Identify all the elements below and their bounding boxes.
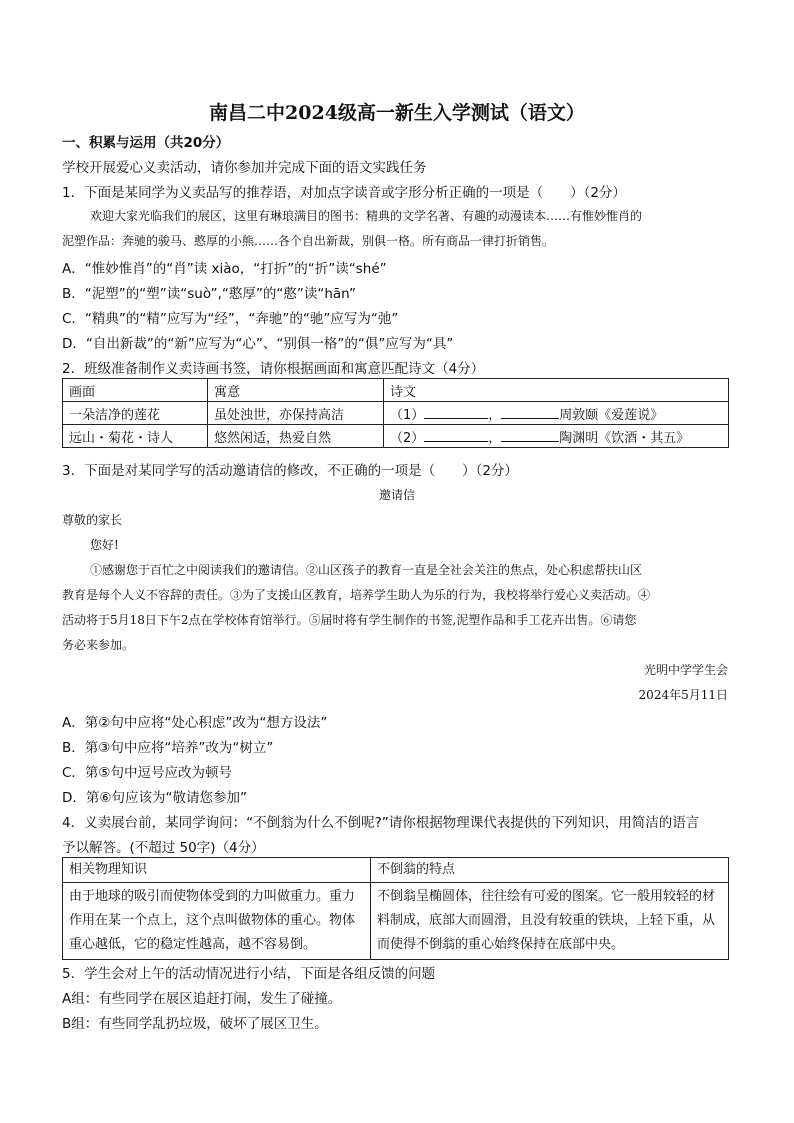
q1-option-c: C．“精典”的“精”应写为“经”，“奔驰”的“驰”应写为“弛” bbox=[62, 311, 399, 327]
q2-stem: 2．班级准备制作义卖诗画书签，请你根据画面和寓意匹配诗文（4分） bbox=[62, 361, 485, 377]
blank-number: （2） bbox=[390, 430, 425, 446]
q5-group-a: A组：有些同学在展区追赶打闹，发生了碰撞。 bbox=[62, 991, 342, 1007]
q5-group-b: B组：有些同学乱扔垃圾，破坏了展区卫生。 bbox=[62, 1016, 328, 1032]
q3-option-b: B．第③句中应将“培养”改为“树立” bbox=[62, 740, 274, 756]
letter-body-line: 教育是每个人义不容辞的责任。③为了支援山区教育，培养学生助人为乐的行为，我校将举行爱心义卖活动。④ bbox=[62, 588, 651, 602]
table-header-row bbox=[63, 379, 729, 402]
table-row bbox=[63, 402, 729, 425]
table-row bbox=[63, 883, 729, 960]
physics-knowledge-cell: 由于地球的吸引而使物体受到的力叫做重力。重力作用在某一个点上，这个点叫做物体的重心。物体重心越低，它的稳定性越高，越不容易倒。 bbox=[63, 883, 371, 960]
letter-greeting: 您好! bbox=[90, 538, 119, 552]
q3-stem: 3．下面是对某同学写的活动邀请信的修改，不正确的一项是（ ）（2分） bbox=[62, 463, 518, 479]
answer-blank[interactable] bbox=[424, 406, 488, 419]
q4-stem: 4．义卖展台前，某同学询问：“不倒翁为什么不倒呢?”请你根据物理课代表提供的下列知识，用简洁的语言 bbox=[62, 815, 700, 831]
poem-source: 周敦颐《爱莲说》 bbox=[559, 407, 664, 423]
q4-stem: 予以解答。(不超过 50字)（4分） bbox=[62, 840, 265, 856]
q1-passage-line: 泥塑作品：奔驰的骏马、憨厚的小熊……各个自出新裁，别俱一格。所有商品一律打折销售。 bbox=[62, 234, 555, 248]
table-header-row bbox=[63, 858, 729, 883]
q1-option-b: B．“泥塑”的“塑”读“suò”,“憨厚”的“憨”读“hān” bbox=[62, 286, 356, 302]
blank-number: （1） bbox=[390, 407, 425, 423]
q1-passage-line: 欢迎大家光临我们的展区，这里有琳琅满目的图书：精典的文学名著、有趣的动漫读本……有惟妙惟肖的 bbox=[90, 209, 643, 223]
scene-cell: 一朵洁净的莲花 bbox=[63, 402, 208, 425]
q1-option-a: A．“惟妙惟肖”的“肖”读 xiào，“打折”的“折”读“shé” bbox=[62, 261, 387, 277]
table-header-cell: 诗文 bbox=[384, 379, 729, 402]
task-intro: 学校开展爱心义卖活动，请你参加并完成下面的语文实践任务 bbox=[62, 160, 427, 176]
tumbler-feature-cell: 不倒翁呈椭圆体，往往绘有可爱的图案。它一般用较轻的材料制成，底部大而圆滑，且没有较重的铁块，上轻下重，从而使得不倒翁的重心始终保持在底部中央。 bbox=[371, 883, 729, 960]
answer-blank[interactable] bbox=[501, 429, 559, 442]
letter-salutation: 尊敬的家长 bbox=[62, 513, 123, 527]
meaning-cell: 虽处浊世，亦保持高洁 bbox=[208, 402, 384, 425]
scene-cell: 远山・菊花・诗人 bbox=[63, 425, 208, 448]
q4-knowledge-table bbox=[62, 857, 729, 960]
letter-title: 邀请信 bbox=[378, 488, 415, 502]
poem-source: 陶渊明《饮酒・其五》 bbox=[559, 430, 690, 446]
answer-blank[interactable] bbox=[424, 429, 488, 442]
q3-option-c: C．第⑤句中逗号应改为顿号 bbox=[62, 765, 233, 781]
letter-body-line: ①感谢您于百忙之中阅读我们的邀请信。②山区孩子的教育一直是全社会关注的焦点，处心积虑帮扶山区 bbox=[90, 563, 643, 577]
q1-option-d: D．“自出新裁”的“新”应写为“心”、“别俱一格”的“俱”应写为“具” bbox=[62, 336, 454, 352]
table-header-cell: 画面 bbox=[63, 379, 208, 402]
q5-stem: 5．学生会对上午的活动情况进行小结，下面是各组反馈的问题 bbox=[62, 966, 436, 982]
blank-separator: ， bbox=[488, 430, 502, 446]
letter-body-line: 活动将于5月18日下午2点在学校体育馆举行。⑤届时将有学生制作的书签,泥塑作品和手工花卉出售。⑥请您 bbox=[62, 613, 637, 627]
q1-stem: 1．下面是某同学为义卖品写的推荐语，对加点字读音或字形分析正确的一项是（ ）（2分） bbox=[62, 185, 626, 201]
exam-title: 南昌二中2024级高一新生入学测试（语文） bbox=[209, 102, 585, 124]
table-row bbox=[63, 425, 729, 448]
blank-separator: ， bbox=[488, 407, 502, 423]
meaning-cell: 悠然闲适，热爱自然 bbox=[208, 425, 384, 448]
table-header-cell: 相关物理知识 bbox=[63, 858, 371, 883]
letter-date: 2024年5月11日 bbox=[638, 688, 728, 702]
poem-cell bbox=[384, 402, 729, 425]
poem-cell bbox=[384, 425, 729, 448]
table-header-cell: 寓意 bbox=[208, 379, 384, 402]
letter-signature: 光明中学学生会 bbox=[643, 663, 728, 677]
answer-blank[interactable] bbox=[501, 406, 559, 419]
q3-option-d: D．第⑥句应该为“敬请您参加” bbox=[62, 790, 247, 806]
q3-option-a: A．第②句中应将“处心积虑”改为“想方设法” bbox=[62, 715, 328, 731]
section-heading: 一、积累与运用（共20分） bbox=[62, 135, 230, 151]
table-header-cell: 不倒翁的特点 bbox=[371, 858, 729, 883]
letter-body-line: 务必来参加。 bbox=[62, 638, 135, 652]
q2-bookmark-table bbox=[62, 378, 729, 448]
